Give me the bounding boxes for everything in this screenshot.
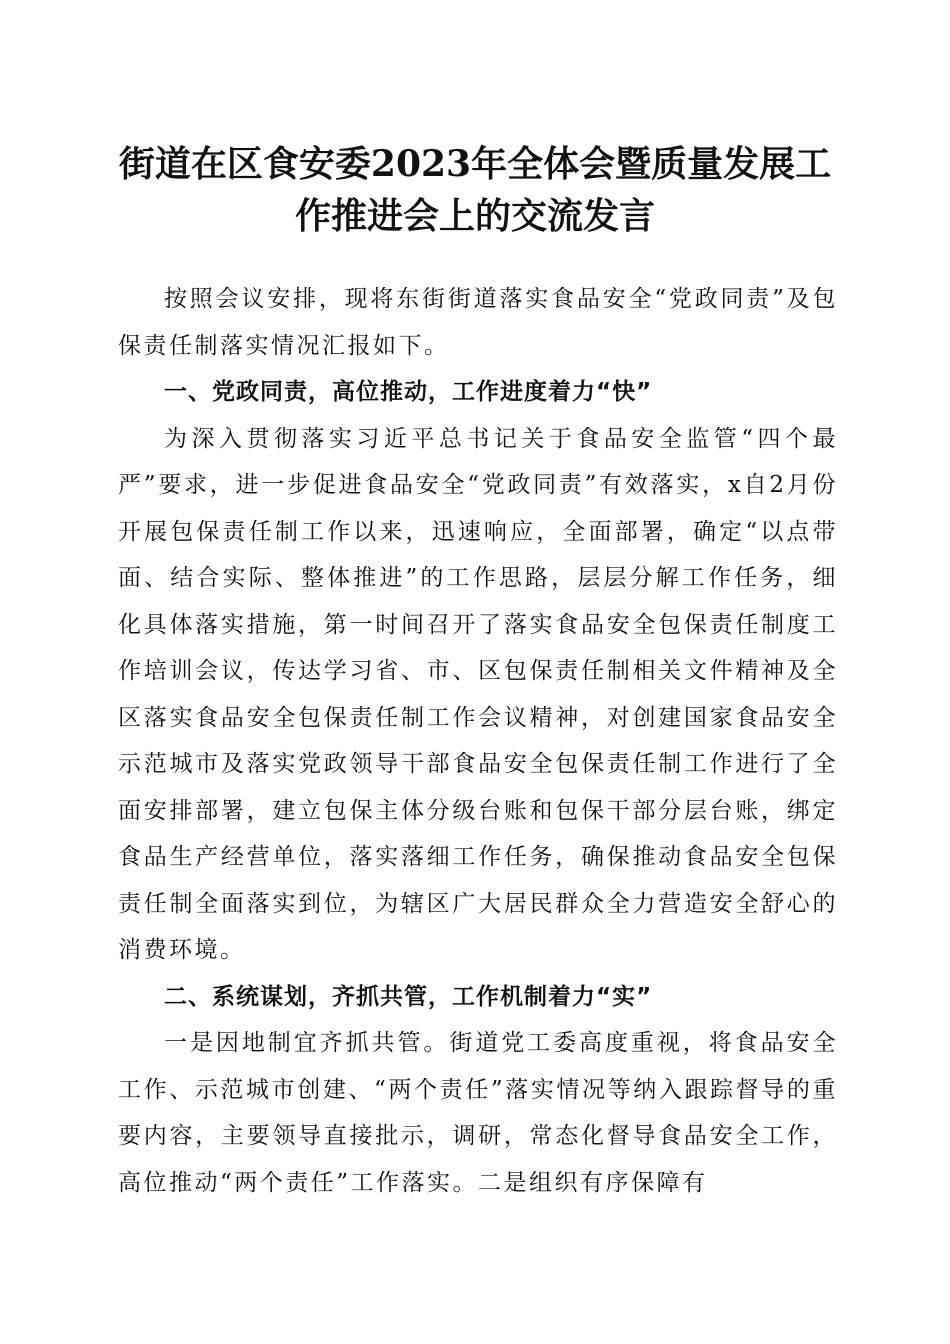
section-1-paragraph: 为深入贯彻落实习近平总书记关于食品安全监管“四个最严”要求，进一步促进食品安全“党政同责”有效落实，x自2月份开展包保责任制工作以来，迅速响应，全面部署，确定“以点带面、结合实际、整体推进”的工作思路，层层分解工作任务，细化具体落实措施，第一时间召开了落实食品安全包保责任制度工作培训会议，传达学习省、市、区包保责任制相关文件精神及全区落实食品安全包保责任制工作会议精神，对创建国家食品安全示范城市及落实党政领导干部食品安全包保责任制工作进行了全面安排部署，建立包保主体分级台账和包保干部分层台账，绑定食品生产经营单位，落实落细工作任务，确保推动食品安全包保责任制全面落实到位，为辖区广大居民群众全力营造安全舒心的消费环境。 xyxy=(118,425,838,963)
section-heading-2: 二、系统谋划，齐抓共管，工作机制着力“实” xyxy=(164,983,653,1010)
intro-paragraph: 按照会议安排，现将东街街道落实食品安全“党政同责”及包保责任制落实情况汇报如下。 xyxy=(118,286,838,359)
section-2-paragraph: 一是因地制宜齐抓共管。街道党工委高度重视，将食品安全工作、示范城市创建、“两个责任”落实情况等纳入跟踪督导的重要内容，主要领导直接批示，调研，常态化督导食品安全工作，高位推动“两个责任”工作落实。二是组织有序保障有 xyxy=(118,1030,838,1196)
document-body xyxy=(118,276,838,1206)
section-heading-1: 一、党政同责，高位推动，工作进度着力“快” xyxy=(164,379,653,405)
title-line-2: 作推进会上的交流发言 xyxy=(294,195,655,237)
document-title xyxy=(110,138,840,242)
title-line-1: 街道在区食安委2023年全体会暨质量发展工 xyxy=(118,143,832,185)
